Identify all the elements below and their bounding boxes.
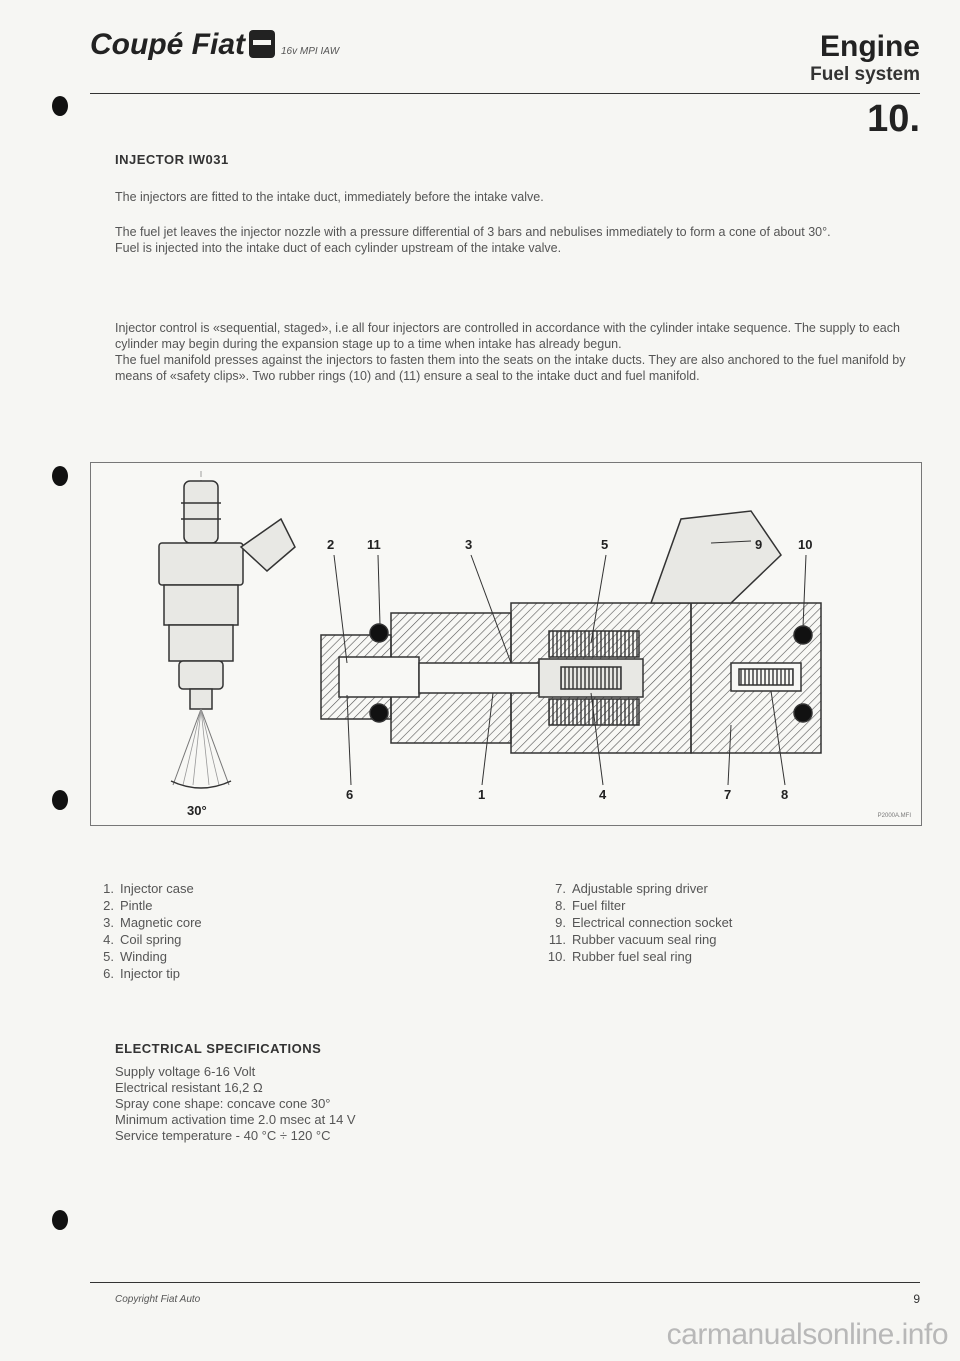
callout-label: 3	[465, 537, 473, 552]
binder-hole	[52, 1210, 68, 1230]
legend-item: 9. Electrical connection socket	[555, 915, 733, 930]
injector-cross-section	[321, 511, 821, 753]
callout-label: 1	[478, 787, 486, 802]
injector-diagram	[90, 462, 922, 826]
legend-item: 3. Magnetic core	[103, 915, 202, 930]
callout-label: 2	[327, 537, 335, 552]
callout-label: 11	[367, 537, 381, 552]
brand-title: Coupé Fiat	[90, 28, 245, 61]
callout-label: 7	[724, 787, 732, 802]
legend-left	[92, 880, 202, 982]
brand-header	[90, 28, 339, 62]
binder-hole	[52, 466, 68, 486]
chapter-number: 10.	[867, 98, 920, 140]
callout-label: 6	[346, 787, 354, 802]
figure-code: P2000A.MFI	[877, 813, 911, 819]
legend-item: 1. Injector case	[103, 881, 194, 896]
injector-paragraph: The injectors are fitted to the intake duct, immediately before the intake valve.	[115, 190, 544, 204]
injector-paragraph: The fuel jet leaves the injector nozzle with a pressure differential of 3 bars and nebulises immediately to form a cone of about 30°. Fuel is injected into the intake duct of each cylinder upstream of the intake valve.	[115, 225, 831, 255]
page-number: 9	[913, 1292, 920, 1306]
brand-subtitle: 16v MPI IAW	[281, 46, 340, 57]
callout-label: 9	[755, 537, 763, 552]
injector-external-view	[159, 471, 295, 788]
legend-item: 11. Rubber vacuum seal ring	[548, 932, 717, 947]
legend-item: 8. Fuel filter	[555, 898, 626, 913]
legend-item: 6. Injector tip	[103, 966, 180, 981]
subsection-title: Fuel system	[810, 64, 920, 85]
spec-line: Electrical resistant 16,2 Ω	[115, 1080, 263, 1095]
binder-hole	[52, 96, 68, 116]
spec-line: Minimum activation time 2.0 msec at 14 V	[115, 1112, 356, 1127]
section-header	[810, 30, 920, 86]
spec-line: Spray cone shape: concave cone 30°	[115, 1096, 331, 1111]
callout-label: 5	[601, 537, 609, 552]
electrical-spec-list	[115, 1064, 356, 1144]
callout-label: 4	[599, 787, 607, 802]
binder-hole	[52, 790, 68, 810]
footer-rule	[90, 1282, 920, 1283]
legend-item: 5. Winding	[103, 949, 167, 964]
electrical-heading: ELECTRICAL SPECIFICATIONS	[115, 1041, 322, 1056]
spec-line: Supply voltage 6-16 Volt	[115, 1064, 256, 1079]
legend-item: 7. Adjustable spring driver	[555, 881, 708, 896]
injector-drawing	[91, 463, 921, 825]
spec-line: Service temperature - 40 °C ÷ 120 °C	[115, 1128, 331, 1143]
legend-right	[544, 880, 732, 965]
fiat-logo-icon	[249, 30, 275, 58]
injector-heading: INJECTOR IW031	[115, 152, 229, 167]
copyright: Copyright Fiat Auto	[115, 1294, 201, 1305]
legend-item: 4. Coil spring	[103, 932, 182, 947]
spray-angle-label: 30°	[187, 803, 207, 818]
header-rule	[90, 93, 920, 94]
callout-label: 8	[781, 787, 789, 802]
injector-paragraph: Injector control is «sequential, staged», i.e all four injectors are controlled in accordance with the cylinder intake sequence. The supply to each cylinder may begin during the expansion stage up to a time when intake has already begun. The fuel manifold presses against the injectors to fasten them into the seats on the intake ducts. They are also anchored to the fuel manifold by means of «safety clips». Two rubber rings (10) and (11) ensure a seal to the intake duct and fuel manifold.	[115, 321, 906, 383]
callout-label: 10	[798, 537, 813, 552]
legend-item: 10. Rubber fuel seal ring	[547, 949, 692, 964]
watermark: carmanualsonline.info	[666, 1318, 948, 1351]
legend-item: 2. Pintle	[103, 898, 153, 913]
section-title: Engine	[819, 30, 920, 63]
